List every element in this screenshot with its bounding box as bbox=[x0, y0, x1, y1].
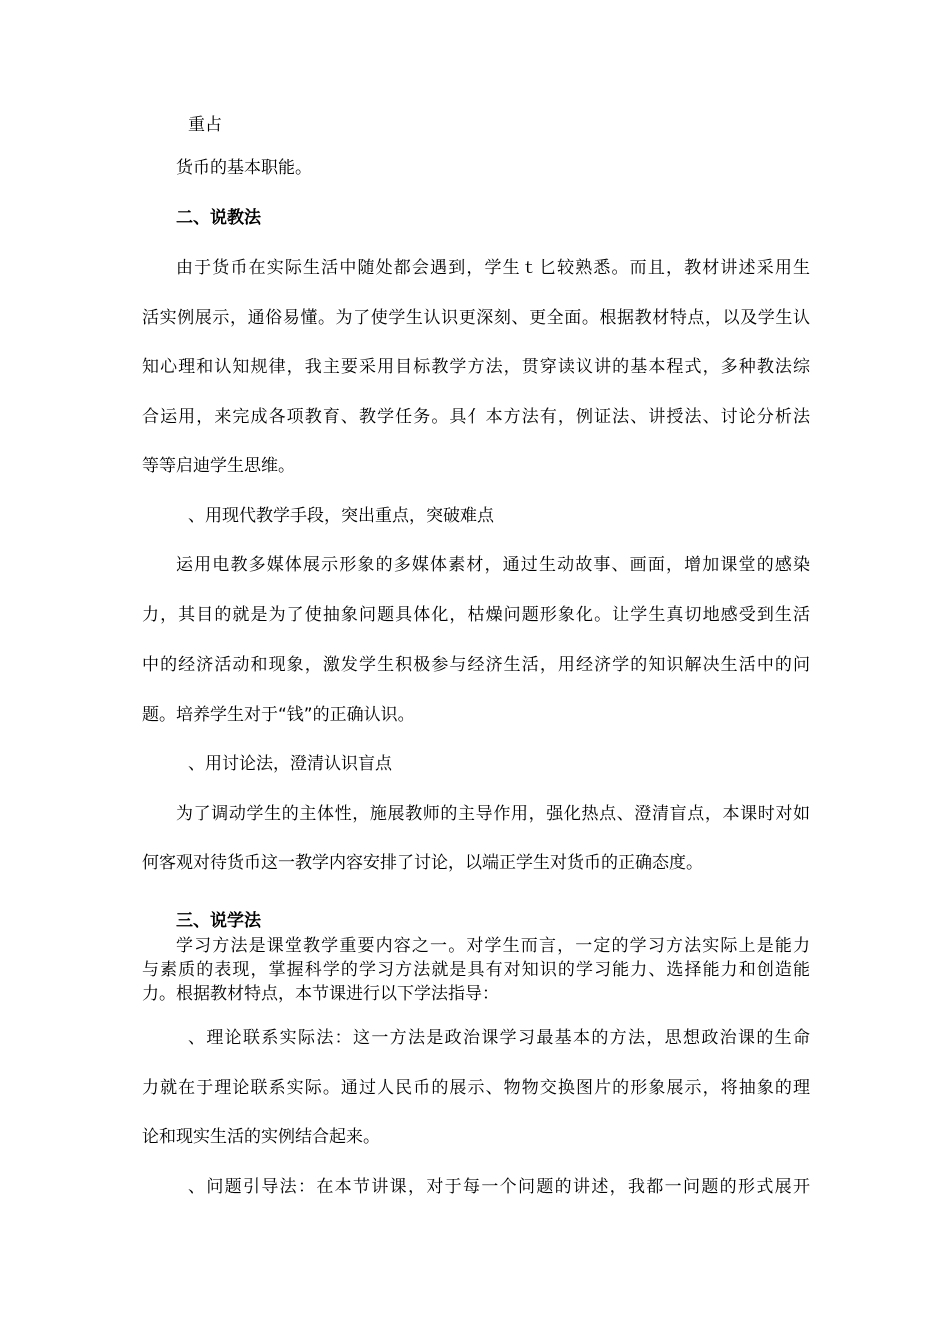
paragraph-line: 题。培养学生对于“钱”的正确认识。 bbox=[142, 705, 415, 725]
paragraph-line: 由于货币在实际生活中随处都会遇到，学生ｔ匕较熟悉。而且，教材讲述采用生 bbox=[176, 258, 810, 278]
paragraph-line: 知心理和认知规律，我主要采用目标教学方法，贯穿读议讲的基本程式，多种教法综 bbox=[142, 357, 810, 377]
subsection-title: 、用讨论法，澄清认识盲点 bbox=[188, 754, 392, 774]
section-title-learning-method: 三、说学法 bbox=[176, 911, 261, 931]
subsection-title: 、用现代教学手段，突出重点，突破难点 bbox=[188, 506, 494, 526]
paragraph-line: 力。根据教材特点，本节课进行以下学法指导： bbox=[142, 984, 499, 1004]
paragraph-line: 学习方法是课堂教学重要内容之一。对学生而言，一定的学习方法实际上是能力 bbox=[176, 936, 810, 956]
paragraph-line: 论和现实生活的实例结合起来。 bbox=[142, 1127, 380, 1147]
paragraph-line: 力，其目的就是为了使抽象问题具体化，枯燥问题形象化。让学生真切地感受到生活 bbox=[142, 605, 810, 625]
paragraph-line: 为了调动学生的主体性，施展教师的主导作用，强化热点、澄清盲点，本课时对如 bbox=[176, 804, 810, 824]
paragraph-line: 力就在于理论联系实际。通过人民币的展示、物物交换图片的形象展示，将抽象的理 bbox=[142, 1078, 810, 1098]
section-title-teaching-method: 二、说教法 bbox=[176, 208, 261, 228]
paragraph-line: 等等启迪学生思维。 bbox=[142, 456, 295, 476]
paragraph-line: 合运用，来完成各项教育、教学任务。具亻本方法有，例证法、讲授法、讨论分析法 bbox=[142, 407, 810, 427]
paragraph-line: 运用电教多媒体展示形象的多媒体素材，通过生动故事、画面，增加课堂的感染 bbox=[176, 555, 810, 575]
key-point-text: 货币的基本职能。 bbox=[176, 158, 312, 178]
paragraph-line: 、问题引导法：在本节讲课，对于每一个问题的讲述，我都一问题的形式展开 bbox=[188, 1177, 810, 1197]
paragraph-line: 与素质的表现，掌握科学的学习方法就是具有对知识的学习能力、选择能力和创造能 bbox=[142, 960, 810, 980]
paragraph-line: 何客观对待货币这一教学内容安排了讨论，以端正学生对货币的正确态度。 bbox=[142, 853, 703, 873]
paragraph-line: 中的经济活动和现象，激发学生积极参与经济生活，用经济学的知识解决生活中的问 bbox=[142, 655, 810, 675]
paragraph-line: 活实例展示，通俗易懂。为了使学生认识更深刻、更全面。根据教材特点，以及学生认 bbox=[142, 308, 810, 328]
paragraph-line: 、理论联系实际法：这一方法是政治课学习最基本的方法，思想政治课的生命 bbox=[188, 1028, 810, 1048]
key-point-heading: 重占 bbox=[188, 115, 222, 135]
